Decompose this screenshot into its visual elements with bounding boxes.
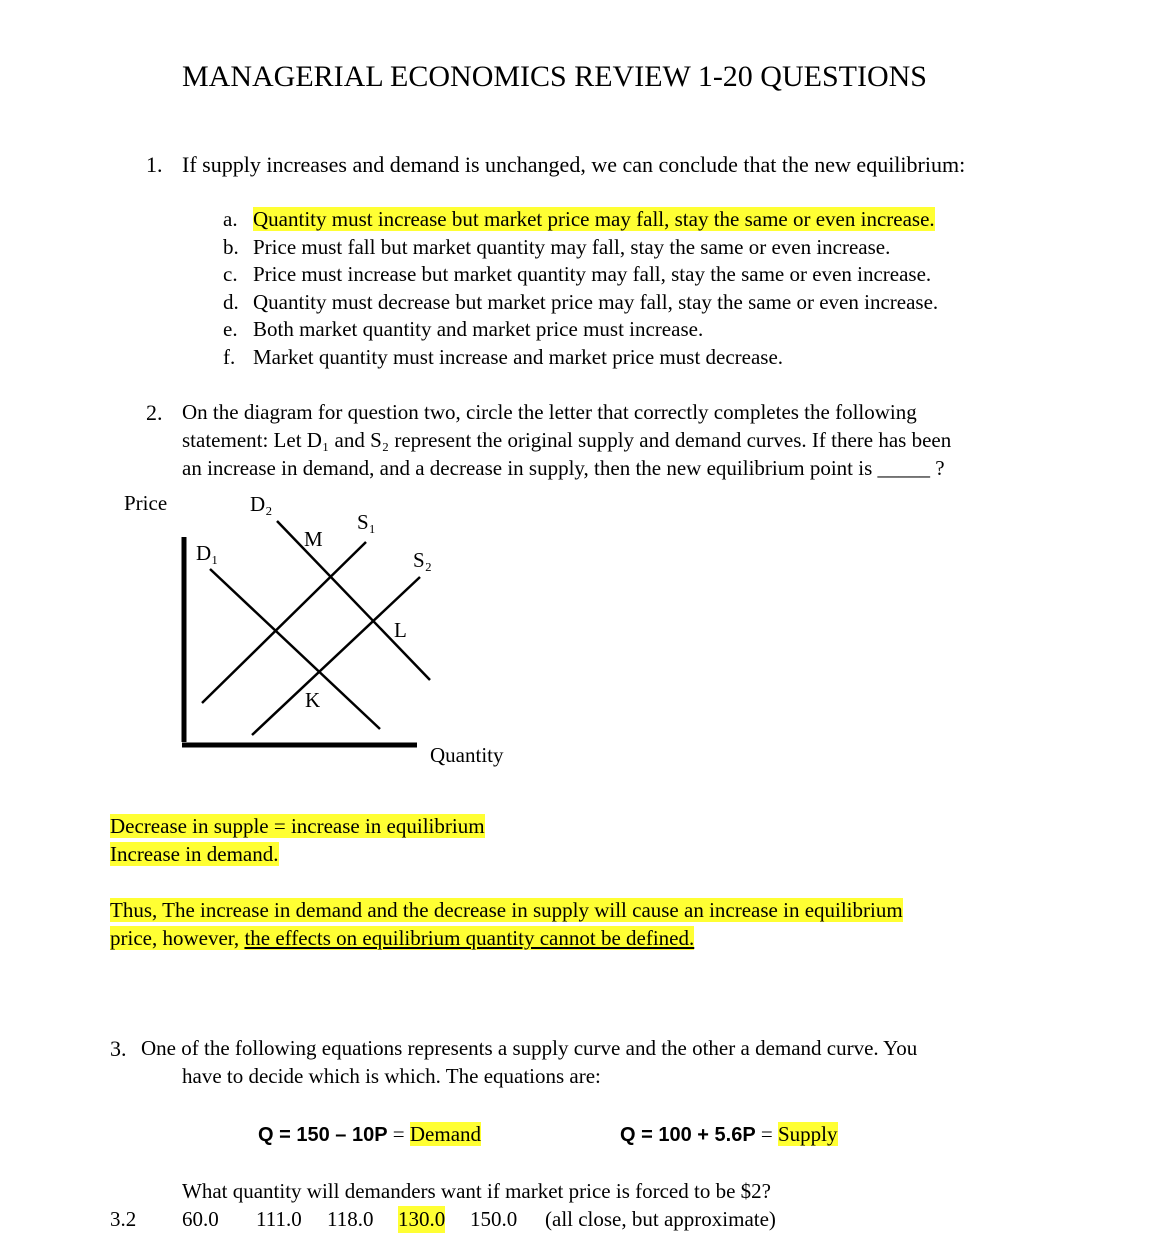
q1-number: 1. xyxy=(146,152,163,177)
option-text: Price must increase but market quantity may fall, stay the same or even increase. xyxy=(253,262,932,286)
conclusion-line-1 xyxy=(110,897,903,924)
page-title: MANAGERIAL ECONOMICS REVIEW 1-20 QUESTIONS xyxy=(182,60,927,93)
choice-3: 118.0 xyxy=(327,1207,374,1231)
demand-label: Demand xyxy=(409,1122,482,1146)
answer-note-2-text: Increase in demand. xyxy=(110,842,279,866)
option-text: Market quantity must increase and market price must decrease. xyxy=(253,345,784,369)
answer-note-1 xyxy=(110,813,485,840)
conclusion-underlined-text: the effects on equilibrium quantity cannot be defined. xyxy=(244,926,695,950)
label-d1: D₁ xyxy=(196,541,219,565)
equals-sign: = xyxy=(755,1122,778,1146)
demand-curve-d2 xyxy=(277,521,433,680)
answer-note-2 xyxy=(110,841,279,868)
option-letter: d. xyxy=(223,290,239,314)
q2-line-2: statement: Let D₁ and S₂ represent the original supply and demand curves. If there has been xyxy=(182,428,952,452)
choices-note: (all close, but approximate) xyxy=(545,1207,776,1231)
choice-4-highlighted: 130.0 xyxy=(398,1207,446,1231)
demand-equation-formula: Q = 150 – 10P xyxy=(258,1124,388,1146)
option-text: Price must fall but market quantity may fall, stay the same or even increase. xyxy=(253,235,891,259)
option-letter: e. xyxy=(223,317,238,341)
conclusion-line-2-text: price, however, xyxy=(110,926,245,950)
label-l: L xyxy=(394,618,407,642)
choice-2: 111.0 xyxy=(256,1207,302,1231)
q3-line-2: have to decide which is which. The equations are: xyxy=(182,1064,601,1088)
supply-equation-formula: Q = 100 + 5.6P xyxy=(620,1124,756,1146)
option-text: Both market quantity and market price must increase. xyxy=(253,317,704,341)
option-letter: b. xyxy=(223,235,239,259)
equals-sign: = xyxy=(387,1122,410,1146)
q2-line-3: an increase in demand, and a decrease in supply, then the new equilibrium point is _____ ? xyxy=(182,456,945,480)
label-m: M xyxy=(304,527,323,551)
choice-1: 60.0 xyxy=(182,1207,219,1231)
q2-number: 2. xyxy=(146,400,163,425)
supply-curve-s1 xyxy=(202,542,366,703)
q2-line-1: On the diagram for question two, circle the letter that correctly completes the following xyxy=(182,400,917,424)
conclusion-line-1-text: Thus, The increase in demand and the decrease in supply will cause an increase in equilibrium xyxy=(110,898,903,922)
label-s1: S₁ xyxy=(357,510,377,534)
answer-note-1-text: Decrease in supple = increase in equilibrium xyxy=(110,814,485,838)
q3-line-1: One of the following equations represents a supply curve and the other a demand curve. You xyxy=(141,1036,918,1060)
q3-sub-question: What quantity will demanders want if market price is forced to be $2? xyxy=(182,1179,771,1203)
label-s2: S₂ xyxy=(413,548,433,572)
label-k: K xyxy=(305,688,321,712)
demand-equation xyxy=(258,1121,481,1149)
option-letter: a. xyxy=(223,207,238,231)
supply-label: Supply xyxy=(778,1122,838,1146)
supply-equation xyxy=(620,1121,838,1149)
option-letter: f. xyxy=(223,345,236,369)
price-axis-label: Price xyxy=(124,491,168,515)
conclusion-line-2 xyxy=(110,925,694,952)
supply-curve-s2 xyxy=(252,577,420,735)
q3-sub-number: 3.2 xyxy=(110,1207,137,1231)
option-text: Quantity must decrease but market price may fall, stay the same or even increase. xyxy=(253,290,939,314)
quantity-axis-label: Quantity xyxy=(430,743,504,767)
choice-5: 150.0 xyxy=(470,1207,518,1231)
option-text-highlighted: Quantity must increase but market price may fall, stay the same or even increase. xyxy=(253,207,935,231)
q1-text: If supply increases and demand is unchanged, we can conclude that the new equilibrium: xyxy=(182,152,966,177)
option-letter: c. xyxy=(223,262,238,286)
demand-curve-d1 xyxy=(210,569,380,729)
q3-number: 3. xyxy=(110,1036,127,1061)
label-d2: D₂ xyxy=(250,492,273,516)
